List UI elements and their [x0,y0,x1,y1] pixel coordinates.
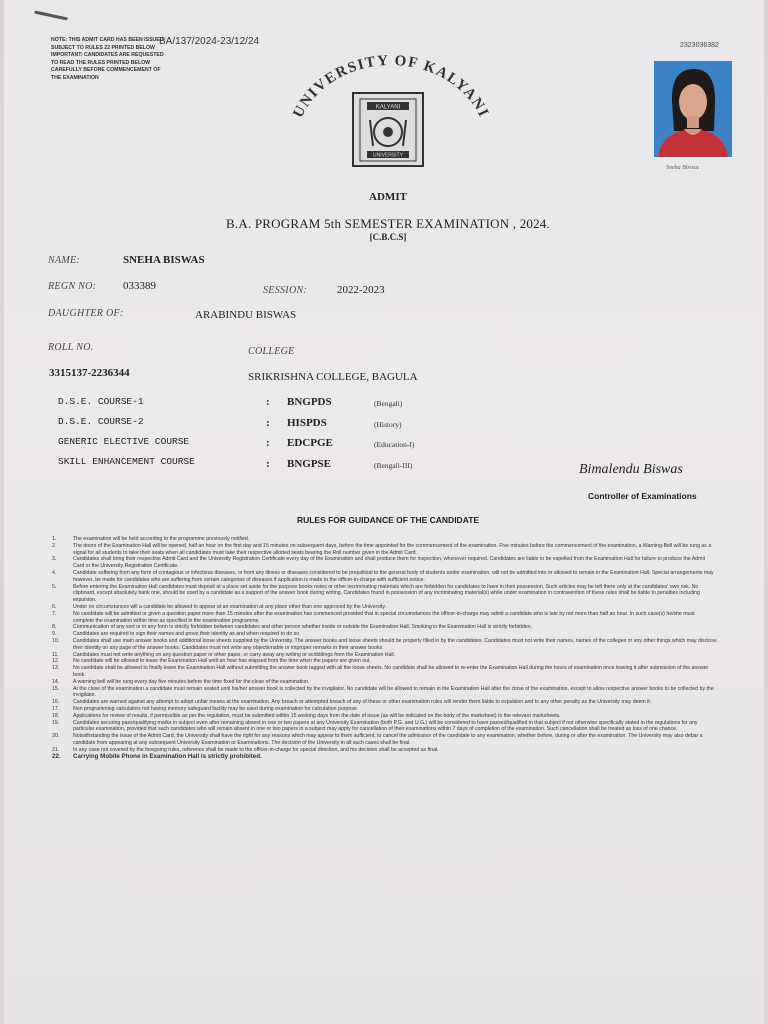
rule-item: 14. A warning bell will be rung every day five minutes before the time fixed for the close of the examination. [52,678,310,685]
session-label: SESSION: [263,285,308,296]
college-label: COLLEGE [248,346,295,357]
admit-heading: ADMIT [369,191,407,203]
parent-name: ARABINDU BISWAS [195,309,297,321]
regn-number: 033389 [123,280,156,292]
seal-top-text: KALYANI [375,104,401,111]
reference-number: BA/137/2024-23/12/24 [159,36,260,47]
course-subject: (Bengali) [374,399,403,408]
course-colon: : [266,417,270,429]
course-name: D.S.E. COURSE-2 [58,416,144,427]
daughter-of-label: DAUGHTER OF: [48,308,124,319]
course-name: D.S.E. COURSE-1 [58,396,144,407]
rule-item: 22. Carrying Mobile Phone in Examination Hall is strictly prohibited. [52,752,262,760]
rule-item: 3. Candidates shall bring their respective Admit Card and the University Registration Certificate every day of the Examination and shall produce them for inspection, whenever required. Candidates are liable to be expelled from the Examination Hall for failure to produce the Admit Card or the University Registration Certificate. [52,556,706,570]
rule-item: 6. Under no circumstances will a candidate be allowed to appear at an examination at any place other than one approved by the University. [52,603,387,610]
roll-number: 3315137-2236344 [49,367,130,379]
rule-item: 9. Candidates are required to sign their names and prove their identity as and when required to do so. [52,631,301,638]
university-name: UNIVERSITY OF KALYANI [290,52,492,121]
candidate-name: SNEHA BISWAS [123,254,205,266]
rule-item: 12. No candidate will be allowed to leave the Examination Hall until an hour has elapsed from the time when the papers are given out. [52,658,371,665]
course-subject: (Education-I) [374,440,415,449]
header-note: NOTE: THIS ADMIT CARD HAS BEEN ISSUED SUBJECT TO RULES 22 PRINTED BELOW IMPORTANT: CANDIDATES ARE REQUESTED TO READ THE RULES PRINTED BELOW CAREFULLY BEFORE COMMENCEMENT OF THE EXAMINATION [51,37,164,81]
course-code: BNGPDS [287,396,332,408]
controller-title: Controller of Examinations [588,491,697,501]
course-subject: (History) [374,420,402,429]
course-colon: : [266,458,270,470]
rule-item: 20. Notwithstanding the issue of the Admit Card, the University shall have the right for any reasons which may appear to them sufficient, to cancel the admission of the candidate to any examination, whether before, during or after the examination. The University may also debar a candidate from appearing at any subsequent University Examination or Examinations. The decision of the University in all such cases shall be final. [52,733,703,746]
rule-item: 2. The doors of the Examination Hall will be opened, half an hour on the first day and 15 minutes on subsequent days, before the time appointed for the commencement of the examination. Five minutes before the commencement of the examination, a Warning-Bell will be rung as a signal for all students to take their seats when all candidates must take their respective allotted seats bearing the Roll number given in the Admit Card. [52,542,712,556]
course-subject: (Bengali-III) [374,461,413,470]
course-code: EDCPGE [287,437,333,449]
candidate-photo [654,61,732,157]
course-name: SKILL ENHANCEMENT COURSE [58,456,195,467]
rule-item: 19. Candidates securing pass/qualifying marks in subject even after remaining absent in one or two papers at any University Examination (both P.G. and U.G.) will be considered to have passed/qualified in that subject if not otherwise specifically stated in the regulations for any particular examination, provided that such candidates who will remain absent in one or two papers in a subject may apply for cancellation of their examinations within 7 days of completion of the examination. Such cancellation shall be treated as loss of one chance. [52,719,698,733]
rule-item: 5. Before entering the Examination Hall candidates must deposit at a place set aside for the purpose books notes or other incriminating materials which are forbidden for candidates to have in their possession. Such articles may be left there only at the candidates' own risk. No clipboard, except absolutely bank one, should be used by a candidate as a support of the answer book during writing. Candidates found in possession of any incriminating material(s) while under examination in contravention of these rules shall be liable to penalties including expulsion. [52,583,700,604]
rule-item: 16. Candidates are warned against any attempt to adopt unfair means at the examination. Any breach or attempted breach of any of these or other examination rules will render them liable to expulsion and to any other penalty as the University may deem it. [52,699,652,706]
course-colon: : [266,437,270,449]
college-name: SRIKRISHNA COLLEGE, BAGULA [248,371,418,383]
admit-card [4,0,764,1024]
rule-item: 7. No candidate will be admitted or given a question paper more than 15 minutes after the examination has commenced provided that in special circumstances the officer-in-charge may admit a candidate who is late by not more than half an hour. In such case(s) he/she must complete the examination within time as specified in the examination programme. [52,610,695,624]
regn-label: REGN NO: [48,281,97,292]
course-colon: : [266,396,270,408]
photo-signature: Sneha Biswas [666,165,700,171]
session-value: 2022-2023 [337,284,385,296]
rules-heading: RULES FOR GUIDANCE OF THE CANDIDATE [296,515,480,525]
rule-item: 8. Communication of any sort or in any form is strictly forbidden between candidates and other person whether inside or outside the Examination Hall. Smoking in the Examination Hall is strictly forbidden. [52,624,533,631]
rule-item: 21. In any case not covered by the foregoing rules, reference shall be made to the officer-in-charge for special direction, and his decision shall be accepted as final. [52,746,439,753]
rule-item: 18. Applications for review of results, if permissible as per the regulation, must be submitted within 15 working days from the date of issue (as will be indicated on the body of the marksheet) to the relevant marksheets. [52,712,561,719]
exam-title: B.A. PROGRAM 5th SEMESTER EXAMINATION , 2024. [226,216,550,231]
pen-mark [34,10,68,20]
course-name: GENERIC ELECTIVE COURSE [58,436,190,447]
name-label: NAME: [48,255,81,266]
controller-signature: Bimalendu Biswas [579,462,683,477]
rule-item: 17. Non programming calculators not having memory safeguard facility may be used during examination for calculation purpose. [52,705,359,712]
university-emblem [274,50,504,180]
rule-item: 15. At the close of the examination a candidate must remain seated until his/her answer book is collected by the invigilator. No candidate will be allowed to remain in the Examination Hall after the close of the examination, except to allow respective answer books to be collected by the invigilator. [52,685,714,699]
rule-item: 4. Candidate suffering from any form of contagious or infectious diseases, or from any illness or diseases considered to be prejudicial to the general body of students under examination, will not be admitted into or allowed to remain in the Examination Hall. Special arrangements may however, be made for candidates who are suffering from certain categories of diseases if application is made to the officer-in-charge with sufficient notice. [52,569,714,583]
seal-bottom-text: UNIVERSITY [372,152,404,159]
course-code: BNGPSE [287,458,332,470]
university-seal [353,93,423,166]
rule-item: 13. No candidate shall be allowed to finally leave the Examination Hall without submitting the answer book tagged with all the loose sheets. No candidate shall be allowed to re-enter the Examination Hall during the hours of examination once leaving it after submission of the answer book. [52,665,709,678]
rule-item: 10. Candidates shall use main answer books and additional loose sheets supplied by the University. The answer books and loose sheets should be properly filled in by the candidates. Candidates must not write their names, names of the colleges or any other things which may disclose their identity on any page of the answer books. Candidates must not write any objectionable or improper remarks in their answer books. [52,637,717,651]
course-code: HISPDS [287,417,327,429]
rules-list [52,536,717,760]
rule-item: 11. Candidates must not write anything on any question paper or other paper, or carry away any writing or scribblings from the Examination Hall. [52,651,396,658]
rule-item: 1. The examination will be held according to the programme previously notified. [52,536,250,542]
serial-number: 2323036382 [680,42,719,49]
roll-label: ROLL NO. [48,342,94,353]
scheme-label: [C.B.C.S] [369,232,407,242]
